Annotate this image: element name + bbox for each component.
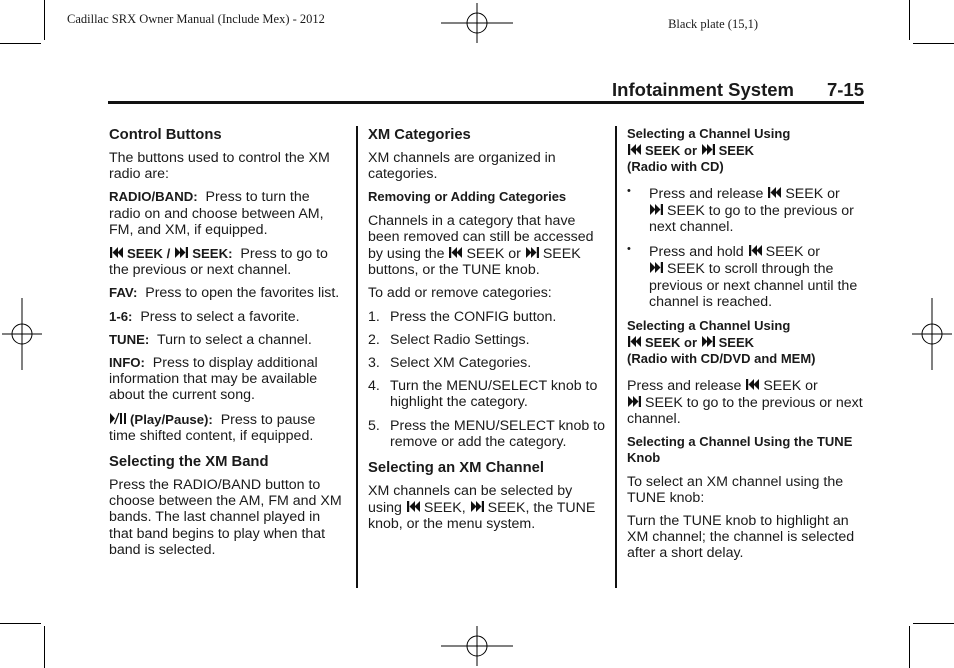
seek-forward-icon [649,202,664,217]
seek-forward-icon [701,334,716,349]
paragraph: Press the RADIO/BAND button to choose between the AM, FM and XM bands. The last channel played in that band begins to play when that band is selected. [109,477,342,558]
heading-seek-cd: Selecting a Channel Using SEEK or SEEK (Radio with CD) [627,126,791,175]
list-item: 1. Press the CONFIG button. [368,308,557,325]
paragraph-play-pause: (Play/Pause): Press to pause time shifted content, if equipped. [109,411,316,444]
column-divider [356,126,358,588]
heading-control-buttons: Control Buttons [109,127,222,143]
seek-forward-icon [627,394,642,409]
crop-mark [0,43,41,44]
list-item: 5. Press the MENU/SELECT knob to remove or add the category. [368,417,606,450]
registration-mark-bottom [441,626,513,666]
crop-mark [913,43,954,44]
column-3 [627,126,867,569]
crop-mark [44,0,45,40]
seek-back-icon [448,245,463,260]
section-title: Infotainment System [612,79,794,100]
paragraph: To add or remove categories: [368,285,552,302]
heading-xm-band: Selecting the XM Band [109,454,269,471]
heading-tune-knob: Selecting a Channel Using the TUNE Knob [627,434,853,466]
page-number: 7-15 [826,79,864,100]
crop-mark [909,626,910,668]
seek-forward-icon [470,499,485,514]
list-item: • Press and release SEEK or SEEK to go to the previous or next channel. [627,184,854,236]
seek-back-icon [406,499,421,514]
registration-mark-left [2,298,42,370]
paragraph-presets: 1-6: Press to select a favorite. [109,308,300,325]
seek-forward-icon [174,245,189,260]
list-item: 3. Select XM Categories. [368,355,532,372]
seek-back-icon [109,245,124,260]
bullet-list [627,185,867,310]
seek-forward-icon [525,245,540,260]
steps-list [368,309,608,450]
seek-back-icon [745,377,760,392]
header-rule [108,101,864,104]
seek-back-icon [627,334,642,349]
crop-mark [909,0,910,40]
column-divider [615,126,617,588]
seek-forward-icon [701,142,716,157]
paragraph-fav: FAV: Press to open the favorites list. [109,285,340,302]
seek-forward-icon [649,260,664,275]
play-pause-icon [109,411,127,426]
list-item: • Press and hold SEEK or SEEK to scroll through the previous or next channel until the channel is reached. [627,243,858,310]
crop-mark [44,626,45,668]
column-1 [109,126,345,565]
heading-xm-categories: XM Categories [368,127,471,143]
seek-back-icon [627,142,642,157]
heading-select-channel: Selecting an XM Channel [368,460,544,477]
paragraph: Turn the TUNE knob to highlight an XM channel; the channel is selected after a short delay. [627,513,855,562]
crop-mark [913,623,954,624]
heading-remove-add: Removing or Adding Categories [368,189,567,205]
paragraph-radio-band: RADIO/BAND: Press to turn the radio on and choose between AM, FM, and XM, if equipped. [109,189,324,238]
paragraph: The buttons used to control the XM radio are: [109,150,330,183]
manual-title-meta: Cadillac SRX Owner Manual (Include Mex) - 2012 [67,12,325,26]
paragraph-info: INFO: Press to display additional information that may be available about the current song. [109,355,318,404]
label-radio-band: RADIO/BAND: [109,189,198,205]
paragraph-seek: SEEK / SEEK: Press to go to the previous or next channel. [109,246,328,279]
paragraph-channel: XM channels can be selected by using SEEK, SEEK, the TUNE knob, or the menu system. [368,483,596,533]
seek-back-icon [748,243,763,258]
registration-mark-top [441,3,513,43]
paragraph-tune: TUNE: Turn to select a channel. [109,331,312,348]
column-2 [368,126,608,540]
paragraph-remove: Channels in a category that have been removed can still be accessed by using the SEEK or SEEK buttons, or the TUNE knob. [368,212,594,279]
list-item: 4. Turn the MENU/SELECT knob to highlight the category. [368,378,598,411]
plate-meta: Black plate (15,1) [668,17,758,31]
registration-mark-right [912,298,952,370]
paragraph: XM channels are organized in categories. [368,150,556,183]
heading-seek-dvd: Selecting a Channel Using SEEK or SEEK (Radio with CD/DVD and MEM) [627,318,816,367]
crop-mark [0,623,41,624]
paragraph: To select an XM channel using the TUNE knob: [627,473,844,506]
seek-back-icon [767,185,782,200]
list-item: 2. Select Radio Settings. [368,331,530,348]
paragraph-dvd: Press and release SEEK or SEEK to go to the previous or next channel. [627,377,863,428]
